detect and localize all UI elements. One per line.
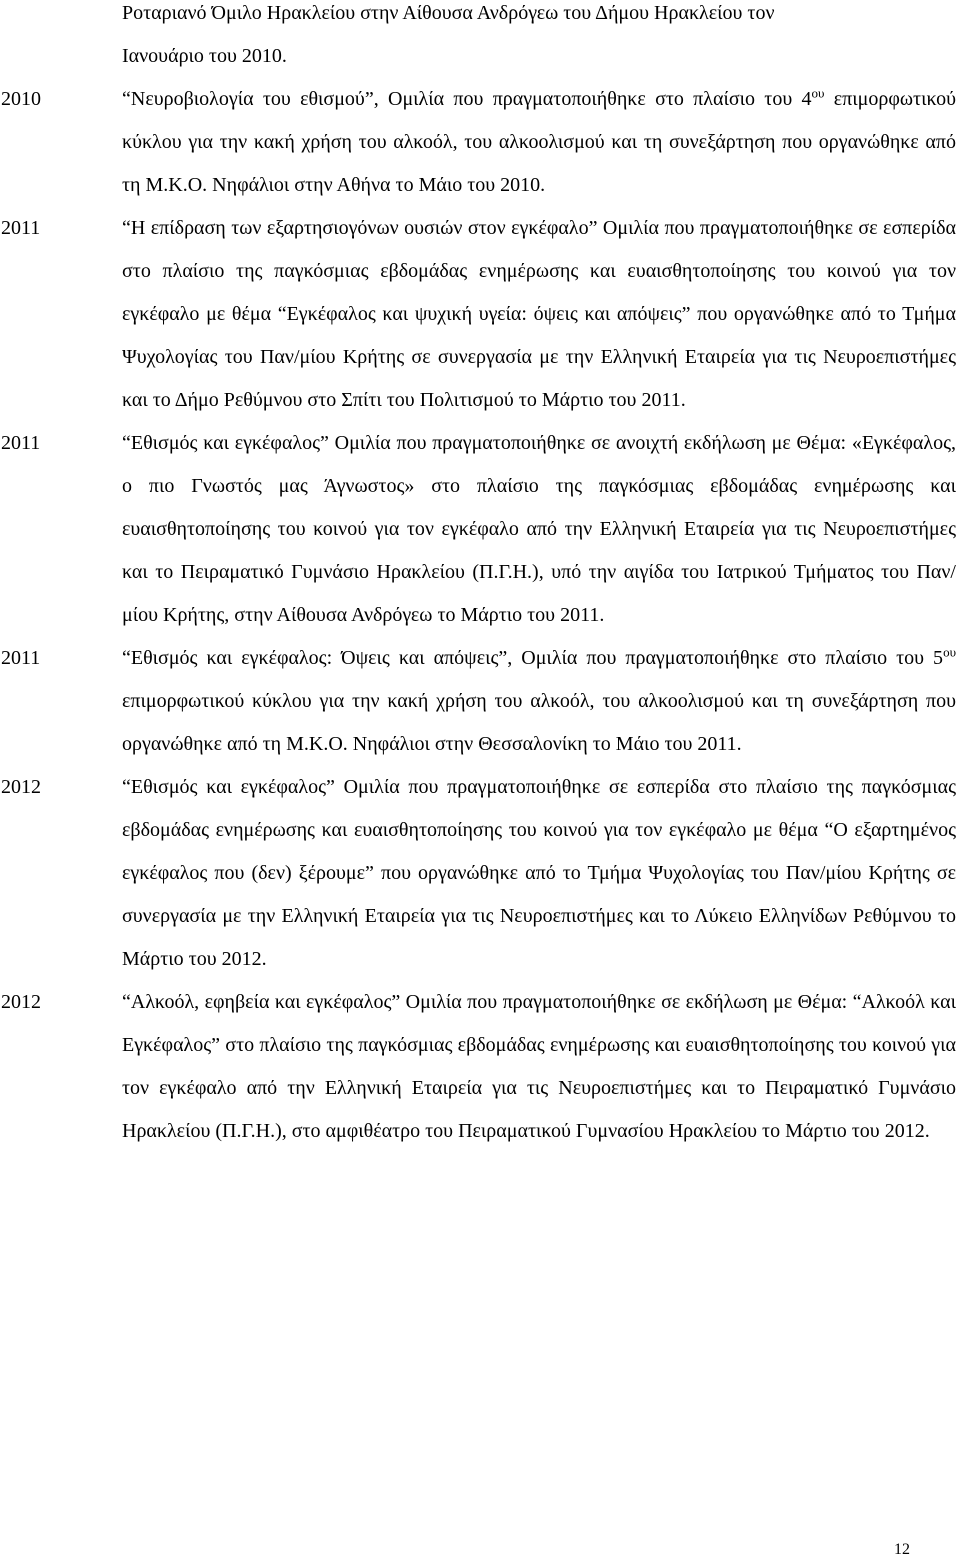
entry-text-part: “Νευροβιολογία του εθισμού”, Ομιλία που πραγματοποιήθηκε στο πλαίσιο του 4	[122, 88, 812, 110]
list-item	[0, 78, 960, 207]
entry-text: “Η επίδραση των εξαρτησιογόνων ουσιών στον εγκέφαλο” Ομιλία που πραγματοποιήθηκε σε εσπερίδα στο πλαίσιο της παγκόσμιας εβδομάδας ενημέρωσης και ευαισθητοποίησης του κοινού για τον εγκέφαλο με θέμα “Εγκέφαλος και ψυχική υγεία: όψεις και απόψεις” που οργανώθηκε από το Τμήμα Ψυχολογίας του Παν/μίου Κρήτης σε συνεργασία με την Ελληνική Εταιρεία για τις Νευροεπιστήμες και το Δήμο Ρεθύμνου στο Σπίτι του Πολιτισμού το Μάρτιο του 2011.	[122, 217, 956, 411]
intro-line-2: Ιανουάριο του 2010.	[122, 45, 287, 67]
entry-text-part: επιμορφωτικού κύκλου για την κακή χρήση του αλκοόλ, του αλκοολισμού και τη συνεξάρτηση που οργανώθηκε από τη Μ.Κ.Ο. Νηφάλιοι στην Αθήνα το Μάιο του 2010.	[122, 88, 956, 196]
entry-text	[122, 637, 956, 766]
entry-year: 2011	[1, 217, 41, 239]
list-item	[0, 766, 960, 981]
entry-text-part: “Εθισμός και εγκέφαλος: Όψεις και απόψεις”, Ομιλία που πραγματοποιήθηκε στο πλαίσιο του 5	[122, 647, 944, 669]
entry-text: “Εθισμός και εγκέφαλος” Ομιλία που πραγματοποιήθηκε σε ανοιχτή εκδήλωση με Θέμα: «Εγκέφαλος, ο πιο Γνωστός μας Άγνωστος» στο πλαίσιο της παγκόσμιας εβδομάδας ενημέρωσης και ευαισθητοποίησης του κοινού για τον εγκέφαλο από την Ελληνική Εταιρεία για τις Νευροεπιστήμες και το Πειραματικό Γυμνάσιο Ηρακλείου (Π.Γ.Η.), υπό την αιγίδα του Ιατρικού Τμήματος του Παν/μίου Κρήτης, στην Αίθουσα Ανδρόγεω το Μάρτιο του 2011.	[122, 432, 956, 626]
superscript-ordinal: ου	[811, 85, 825, 101]
entry-year: 2011	[1, 647, 41, 669]
intro-paragraph	[0, 0, 956, 78]
page-number: 12	[894, 1541, 910, 1558]
intro-line-1: Ροταριανό Όμιλο Ηρακλείου στην Αίθουσα Ανδρόγεω του Δήμου Ηρακλείου τον	[122, 2, 775, 24]
entry-text: “Εθισμός και εγκέφαλος” Ομιλία που πραγματοποιήθηκε σε εσπερίδα στο πλαίσιο της παγκόσμιας εβδομάδας ενημέρωσης και ευαισθητοποίησης του κοινού για τον εγκέφαλο με θέμα “Ο εξαρτημένος εγκέφαλος που (δεν) ξέρουμε” που οργανώθηκε από το Τμήμα Ψυχολογίας του Παν/μίου Κρήτης σε συνεργασία με την Ελληνική Εταιρεία για τις Νευροεπιστήμες και το Λύκειο Ελληνίδων Ρεθύμνου το Μάρτιο του 2012.	[122, 776, 956, 970]
superscript-ordinal: ου	[943, 644, 956, 660]
entry-year: 2012	[1, 776, 41, 798]
entry-year: 2012	[1, 991, 41, 1013]
entry-text	[122, 78, 956, 207]
list-item	[0, 981, 960, 1153]
entry-text-part: επιμορφωτικού κύκλου για την κακή χρήση του αλκοόλ, του αλκοολισμού και τη συνεξάρτηση που οργανώθηκε από τη Μ.Κ.Ο. Νηφάλιοι στην Θεσσαλονίκη το Μάιο του 2011.	[122, 690, 956, 755]
entry-year: 2011	[1, 432, 41, 454]
list-item	[0, 207, 960, 422]
list-item	[0, 637, 960, 766]
entry-year: 2010	[1, 88, 41, 110]
list-item	[0, 422, 960, 637]
entry-text: “Αλκοόλ, εφηβεία και εγκέφαλος” Ομιλία που πραγματοποιήθηκε σε εκδήλωση με Θέμα: “Αλκοόλ και Εγκέφαλος” στο πλαίσιο της παγκόσμιας εβδομάδας ενημέρωσης και ευαισθητοποίησης του κοινού για τον εγκέφαλο από την Ελληνική Εταιρεία για τις Νευροεπιστήμες και το Πειραματικό Γυμνάσιο Ηρακλείου (Π.Γ.Η.), στο αμφιθέατρο του Πειραματικού Γυμνασίου Ηρακλείου το Μάρτιο του 2012.	[122, 991, 956, 1142]
